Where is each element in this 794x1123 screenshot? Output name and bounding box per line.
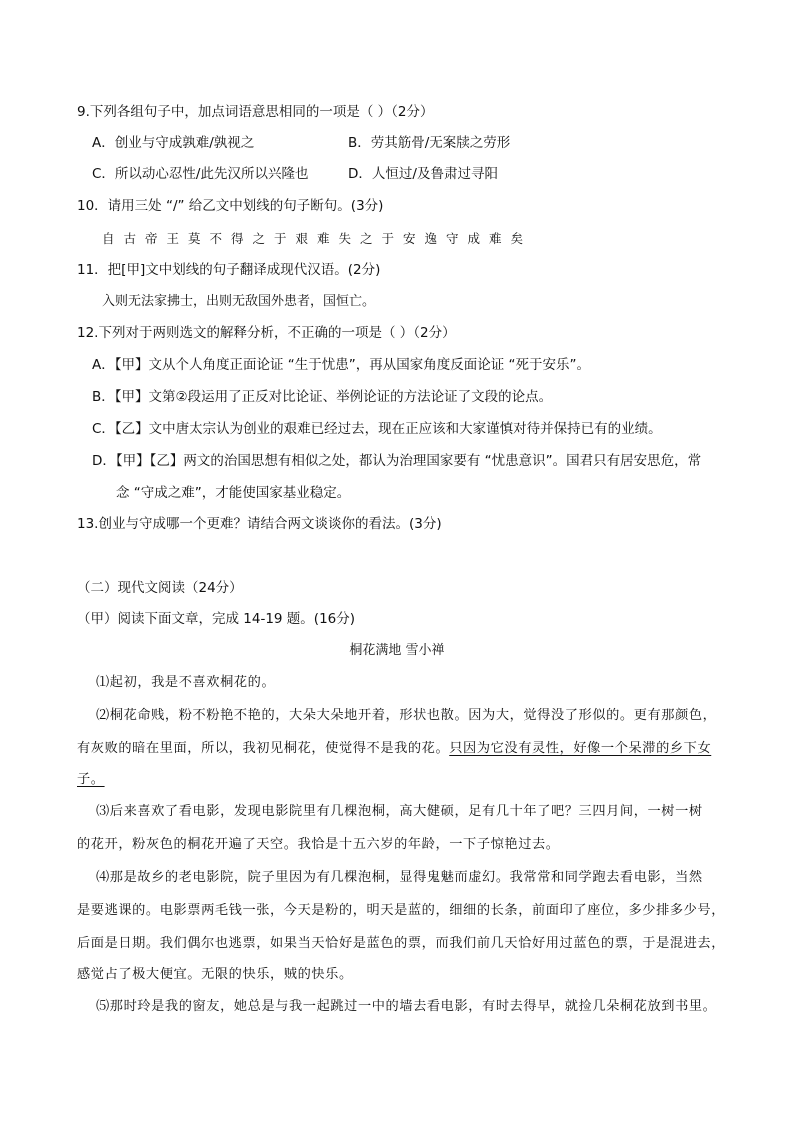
question-9-option-c: C．所以动心忍性/此先汉所以兴隆也 <box>92 166 309 182</box>
question-12-option-d-continued: 念 “守成之难”，才能使国家基业稳定。 <box>116 485 351 501</box>
article-paragraph-4-line-2: 是要逃课的。电影票两毛钱一张，今天是粉的，明天是蓝的，细细的长条，前面印了座位，多少排多少号， <box>77 903 726 918</box>
article-title: 桐花满地 雪小禅 <box>349 643 445 658</box>
article-paragraph-5-line-1: ⑸那时玲是我的窗友，她总是与我一起跳过一中的墙去看电影，有时去得早，就捡几朵桐花放到书里。 <box>96 999 717 1014</box>
article-paragraph-3-line-2: 的花开，粉灰色的桐花开遍了天空。我恰是十五六岁的年龄，一下子惊艳过去。 <box>77 837 560 852</box>
section-header: （二）现代文阅读（24分） <box>77 580 243 596</box>
question-13-stem: 13.创业与守成哪一个更难？请结合两文谈谈你的看法。(3分) <box>77 516 442 532</box>
question-9-option-b: B．劳其筋骨/无案牍之劳形 <box>348 135 511 151</box>
question-9-option-d: D．人恒过/及鲁肃过寻阳 <box>348 166 498 182</box>
article-paragraph-2-line-3: 子。 <box>77 772 105 787</box>
article-paragraph-4-line-3: 后面是日期。我们偶尔也逃票，如果当天恰好是蓝色的票，而我们前几天恰好用过蓝色的票，于是混进去， <box>77 936 726 951</box>
question-12-option-c: C．【乙】文中唐太宗认为创业的艰难已经过去，现在正应该和大家谨慎对待并保持已有的业绩。 <box>92 421 662 437</box>
article-paragraph-4-line-4: 感觉占了极大便宜。无限的快乐，贼的快乐。 <box>77 967 353 982</box>
question-11-sentence: 入则无法家拂士，出则无敌国外患者，国恒亡。 <box>102 294 376 309</box>
article-paragraph-2-text: 有灰败的暗在里面，所以，我初见桐花，使觉得不是我的花。 <box>77 741 450 756</box>
question-12-stem: 12.下列对于两则选文的解释分析，不正确的一项是（ ）（2分） <box>77 325 456 341</box>
question-12-option-d: D．【甲】【乙】两文的治国思想有相似之处，都认为治理国家要有 “忧患意识”。国君只有居安思危，常 <box>92 453 702 469</box>
question-12-option-a: A．【甲】文从个人角度正面论证 “生于忧患”，再从国家角度反面论证 “死于安乐”。 <box>92 357 591 373</box>
question-12-option-b: B．【甲】文第②段运用了正反对比论证、举例论证的方法论证了文段的论点。 <box>92 389 553 405</box>
section-subheader: （甲）阅读下面文章，完成 14-19 题。(16分) <box>77 611 356 627</box>
question-9-stem: 9.下列各组句子中，加点词语意思相同的一项是（ ）（2分） <box>77 104 434 120</box>
article-paragraph-3-line-1: ⑶后来喜欢了看电影，发现电影院里有几棵泡桐，高大健硕，足有几十年了吧？三四月间，一树一树 <box>96 804 703 819</box>
article-paragraph-1: ⑴起初，我是不喜欢桐花的。 <box>96 675 276 690</box>
article-paragraph-4-line-1: ⑷那是故乡的老电影院，院子里因为有几棵泡桐，显得鬼魅而虚幻。我常常和同学跑去看电影，当然 <box>96 870 703 885</box>
question-10-sentence: 自古帝王莫不得之于艰难失之于安逸守成难矣 <box>102 231 533 246</box>
underlined-sentence: 只因为它没有灵性，好像一个呆滞的乡下女 <box>449 741 712 756</box>
question-11-stem: 11．把[甲]文中划线的句子翻译成现代汉语。(2分) <box>77 262 381 278</box>
question-9-option-a: A．创业与守成孰难/孰视之 <box>92 135 255 151</box>
article-paragraph-2-line-2 <box>77 739 711 759</box>
question-10-stem: 10．请用三处 “/” 给乙文中划线的句子断句。(3分) <box>77 198 384 214</box>
article-paragraph-2-line-1: ⑵桐花命贱，粉不粉艳不艳的，大朵大朵地开着，形状也散。因为大，觉得没了形似的。更有那颜色， <box>96 708 717 723</box>
